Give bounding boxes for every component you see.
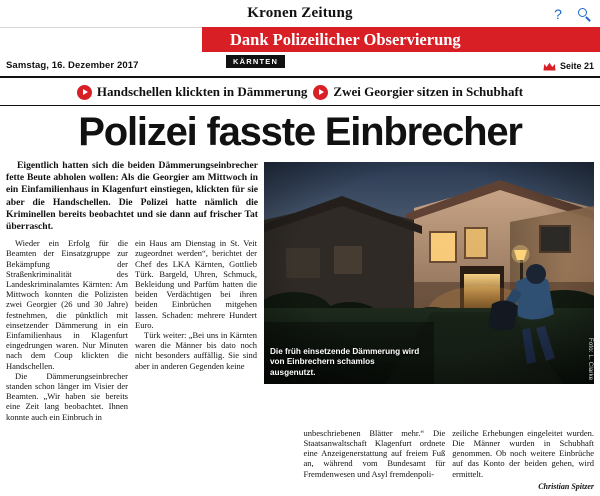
article-columns-bottom <box>6 428 594 492</box>
issue-date: Samstag, 16. Dezember 2017 <box>6 59 139 71</box>
banner-row <box>0 28 600 54</box>
publication-title: Kronen Zeitung <box>247 5 353 21</box>
search-icon[interactable] <box>576 6 592 22</box>
search-glass-shape <box>578 8 591 21</box>
article-byline: Christian Spitzer <box>538 481 594 491</box>
photo-credit: Foto: L. Clarke <box>587 337 593 380</box>
article-body <box>0 160 600 496</box>
arrow-right-icon <box>313 85 328 100</box>
article-column-4 <box>155 428 297 492</box>
kicker-item-2[interactable] <box>313 84 523 100</box>
section-banner: Dank Polizeilicher Observierung <box>202 27 600 52</box>
paragraph: zeiliche Erhebungen eingeleitet wurden. Die Männer wurden in Schubhaft genommen. Ob noch weitere Einbrüche auf das Konto der beiden gehen, wird ermittelt. <box>452 427 594 479</box>
kicker-label-1: Handschellen klickten in Dämmerung <box>96 84 308 99</box>
dateline-row <box>0 54 600 78</box>
search-glass-ring <box>578 8 587 17</box>
masthead-bar <box>0 0 600 28</box>
help-icon[interactable]: ? <box>554 6 562 22</box>
article-column-1 <box>6 238 128 422</box>
kicker-label-2: Zwei Georgier sitzen in Schubhaft <box>333 84 524 99</box>
paragraph: Die Dämmerungseinbrecher standen schon länger im Visier der Beamten. „Wir haben sie bereits eine Zeit lang beobachtet. Ihnen konnte auch ein Einbruch in <box>6 370 128 422</box>
arrow-right-icon <box>77 85 92 100</box>
paragraph: unbeschriebenen Blätter mehr.“ Die Staatsanwaltschaft Klagenfurt ordnete eine Anzeigenerstattung auf freiem Fuß an, während vom Bundesamt für Fremdenwesen und Asyl fremdenpoli- <box>303 427 446 479</box>
search-glass-handle <box>585 16 590 21</box>
masthead-icon-group <box>550 0 592 28</box>
article-column-6 <box>452 428 594 492</box>
region-tag: KÄRNTEN <box>226 55 285 68</box>
article-column-3 <box>6 428 148 492</box>
page-indicator <box>543 54 594 78</box>
kicker-line <box>0 78 600 106</box>
page-title: Polizei fasste Einbrecher <box>78 110 522 154</box>
paragraph: ein Haus am Dienstag in St. Veit zugeordnet werden“, berichtet der Chef des LKA Kärnten, Gottlieb Türk. Bargeld, Uhren, Schmuck, Bekleidung und Parfüm hatten die beiden Verdächtigen bei ihren beiden Einbrüchen mitgehen lassen. Schaden: mehrere Hundert Euro. <box>135 238 257 330</box>
kicker-item-1[interactable] <box>77 84 308 100</box>
article-column-2 <box>135 238 257 422</box>
photo-caption: Die früh einsetzende Dämmerung wird von Einbrechern schamlos ausgenutzt. <box>270 346 420 377</box>
paragraph: Türk weiter: „Bei uns in Kärnten waren die Männer bis dato noch nicht besonders auffällig. Sie sind aber in anderen Gegenden keine <box>135 330 257 371</box>
page-label: Seite 21 <box>559 61 594 71</box>
article-lead: Eigentlich hatten sich die beiden Dämmerungseinbrecher fette Beute abholen wollen: Als die Georgier am Mittwoch in ein Einfamilienhaus in Klagenfurt einstiegen, klickten für sie aber die Handschellen. Die Polizei hatte nämlich die Kriminellen bereits beobachtet und sie dann auf frischer Tat überrascht. <box>6 160 258 233</box>
article-photo <box>264 162 594 384</box>
article-columns-top <box>6 238 258 422</box>
paragraph: Wieder ein Erfolg für die Beamten der Einsatzgruppe zur Bekämpfung der Straßenkriminalität des Landeskriminalamtes Kärnten: Am Mittwoch konnten die Polizisten zwei Georgier (26 und 30 Jahre) festnehmen, die pünktlich mit einsetzender Dämmerung in ein Einfamilienhaus in Klagenfurt eingedrungen waren. Nur Minuten nach dem Coup klickten die Handschellen. <box>6 238 128 371</box>
crown-icon <box>543 62 556 71</box>
article-column-5 <box>304 428 446 492</box>
